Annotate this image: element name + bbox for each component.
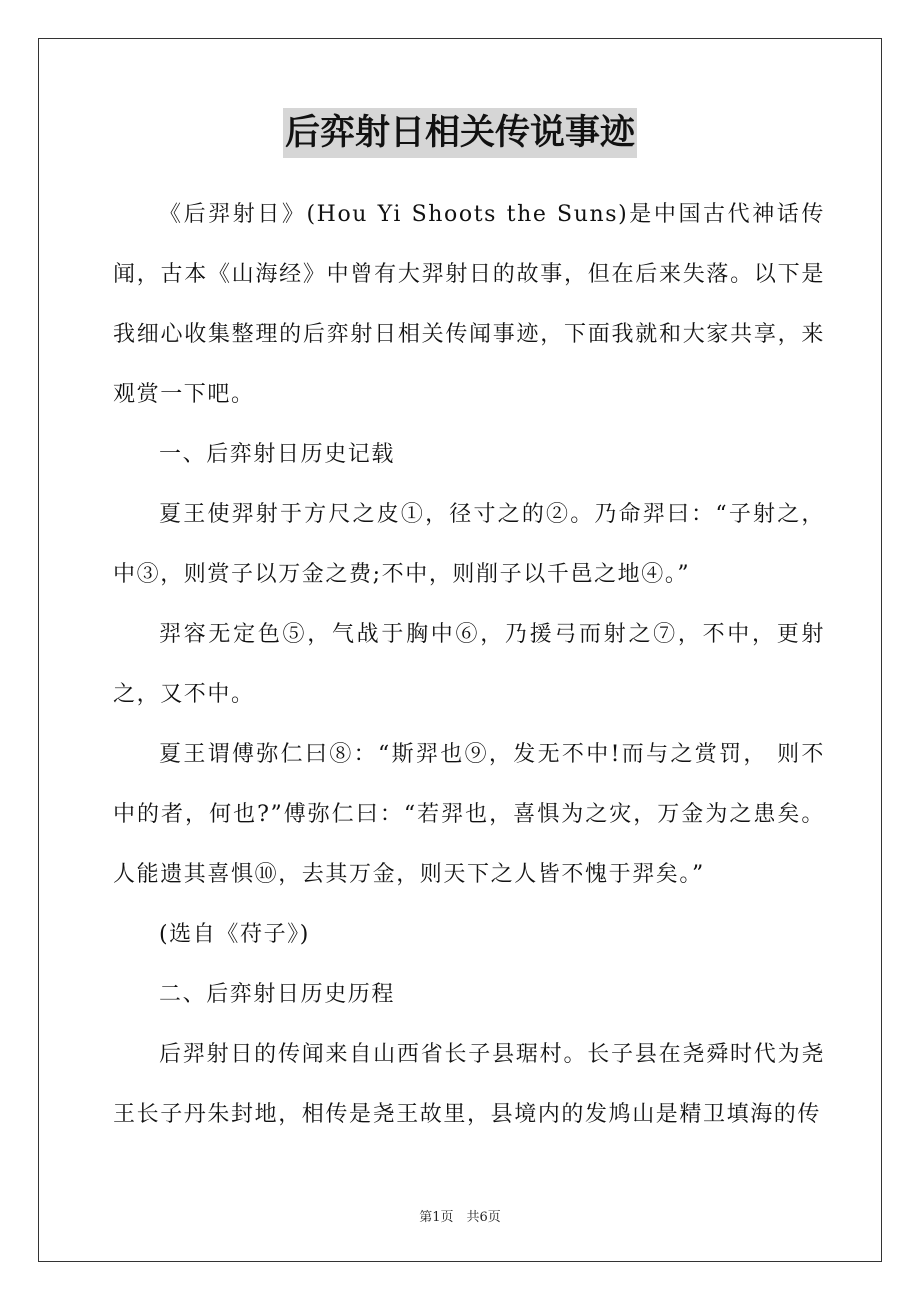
source-citation: (选自《苻子》) (159, 922, 310, 947)
paragraph-classical-2: 羿容无定色⑤，气战于胸中⑥，乃援弓而射之⑦，不中，更射之，又不中。 (113, 622, 825, 707)
paragraph-intro: 《后羿射日》(Hou Yi Shoots the Suns)是中国古代神话传闻，古本《山海经》中曾有大羿射日的故事，但在后来失落。以下是我细心收集整理的后弈射日相关传闻事迹，下面我就和大家共享，来观赏一下吧。 (113, 202, 825, 407)
paragraph-history-1: 后羿射日的传闻来自山西省长子县琚村。长子县在尧舜时代为尧王长子丹朱封地，相传是尧王故里，县境内的发鸠山是精卫填海的传 (113, 1042, 825, 1127)
paragraph-classical-3: 夏王谓傅弥仁曰⑧：“斯羿也⑨，发无不中!而与之赏罚， 则不中的者，何也?”傅弥仁曰：“若羿也，喜惧为之灾，万金为之患矣。人能遗其喜惧⑩，去其万金，则天下之人皆不愧于羿矣。” (113, 742, 825, 887)
section-heading-history: 二、后弈射日历史历程 (159, 982, 396, 1007)
document-body (113, 185, 825, 1145)
document-title: 后弈射日相关传说事迹 (283, 108, 637, 158)
paragraph-classical-1: 夏王使羿射于方尺之皮①，径寸之的②。乃命羿曰：“子射之，中③，则赏子以万金之费;不中，则削子以千邑之地④。” (113, 502, 825, 587)
title-container (0, 108, 920, 158)
page-footer: 第1页 共6页 (419, 1210, 501, 1225)
section-heading-records: 一、后弈射日历史记载 (159, 442, 396, 467)
